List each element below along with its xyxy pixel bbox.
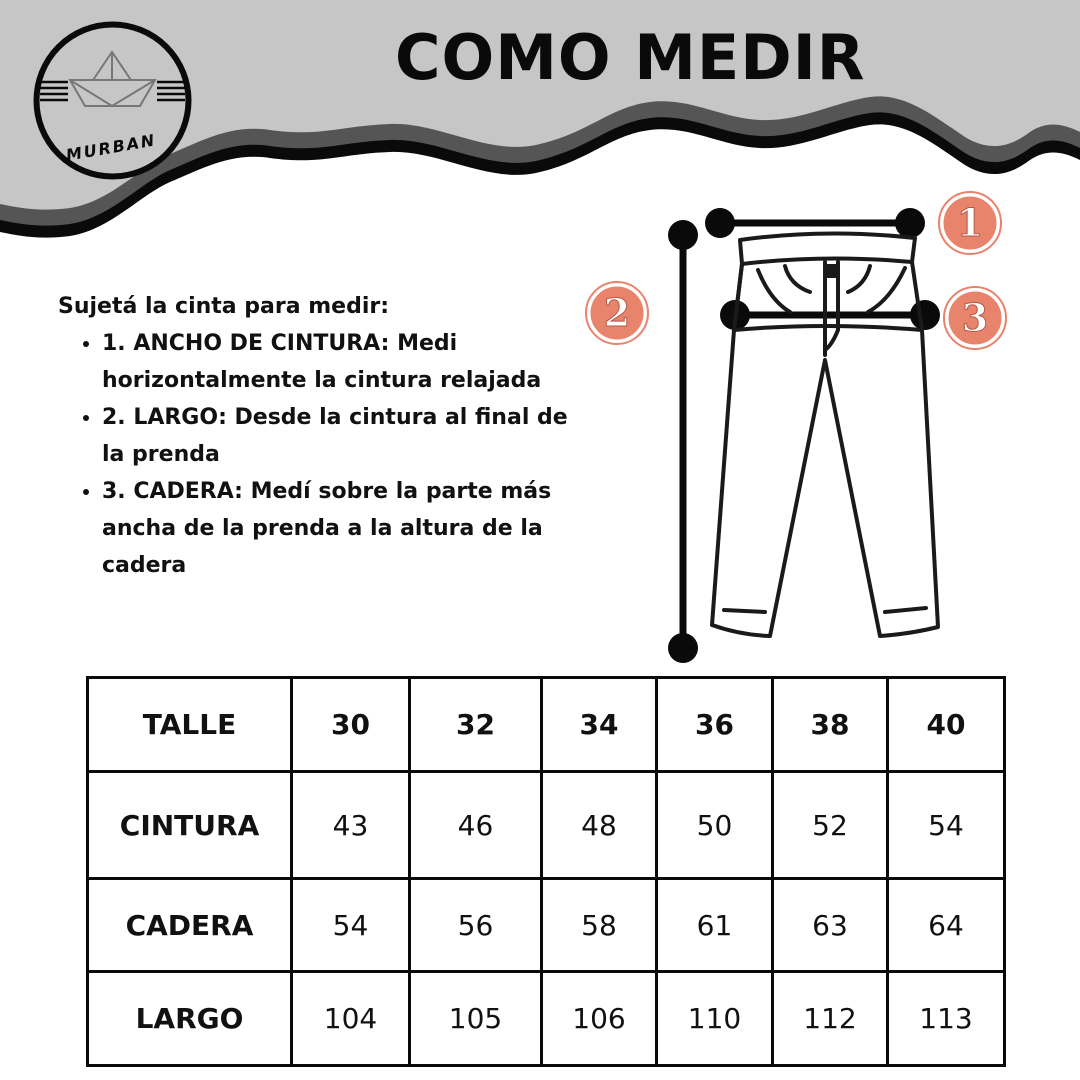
marker-1 (939, 192, 1001, 254)
svg-text:3: 3 (961, 295, 989, 340)
table-cell: 61 (657, 879, 773, 972)
row-label: CINTURA (88, 772, 292, 879)
instruction-item-hip: • 3. CADERA: Medí sobre la parte más ancha de la prenda a la altura de la cadera (102, 473, 578, 584)
instructions-intro: Sujetá la cinta para medir: (58, 294, 390, 319)
table-header-cell: 34 (542, 678, 657, 772)
marker-2 (586, 282, 648, 344)
table-header-cell: 32 (410, 678, 542, 772)
table-cell: 63 (773, 879, 888, 972)
table-cell: 112 (773, 972, 888, 1066)
table-header-cell: 38 (773, 678, 888, 772)
table-cell: 106 (542, 972, 657, 1066)
pants-icon (712, 233, 938, 636)
measurement-diagram (580, 185, 1020, 670)
table-cell: 58 (542, 879, 657, 972)
table-cell: 54 (888, 772, 1005, 879)
murban-logo (30, 18, 195, 183)
table-header-row (88, 678, 1005, 772)
row-label: CADERA (88, 879, 292, 972)
row-label: LARGO (88, 972, 292, 1066)
table-cell: 46 (410, 772, 542, 879)
table-header-cell: 40 (888, 678, 1005, 772)
instructions (58, 288, 578, 584)
table-cell: 54 (292, 879, 410, 972)
svg-text:1: 1 (956, 200, 984, 245)
table-cell: 50 (657, 772, 773, 879)
logo-text: MURBAN (64, 130, 158, 165)
page-title: COMO MEDIR (395, 21, 866, 94)
table-row (88, 972, 1005, 1066)
size-table (86, 676, 1006, 1067)
table-cell: 52 (773, 772, 888, 879)
table-cell: 110 (657, 972, 773, 1066)
table-header-cell: TALLE (88, 678, 292, 772)
table-cell: 105 (410, 972, 542, 1066)
table-header-cell: 36 (657, 678, 773, 772)
table-header-cell: 30 (292, 678, 410, 772)
paper-boat-icon (70, 52, 155, 106)
table-cell: 113 (888, 972, 1005, 1066)
instructions-list (58, 325, 578, 584)
table-row (88, 879, 1005, 972)
marker-3 (944, 287, 1006, 349)
table-cell: 104 (292, 972, 410, 1066)
table-cell: 48 (542, 772, 657, 879)
table-cell: 43 (292, 772, 410, 879)
instruction-item-length: • 2. LARGO: Desde la cintura al final de la prenda (102, 399, 578, 473)
table-row (88, 772, 1005, 879)
instruction-item-waist: • 1. ANCHO DE CINTURA: Medi horizontalmente la cintura relajada (102, 325, 578, 399)
svg-text:2: 2 (603, 290, 631, 335)
table-cell: 64 (888, 879, 1005, 972)
table-cell: 56 (410, 879, 542, 972)
